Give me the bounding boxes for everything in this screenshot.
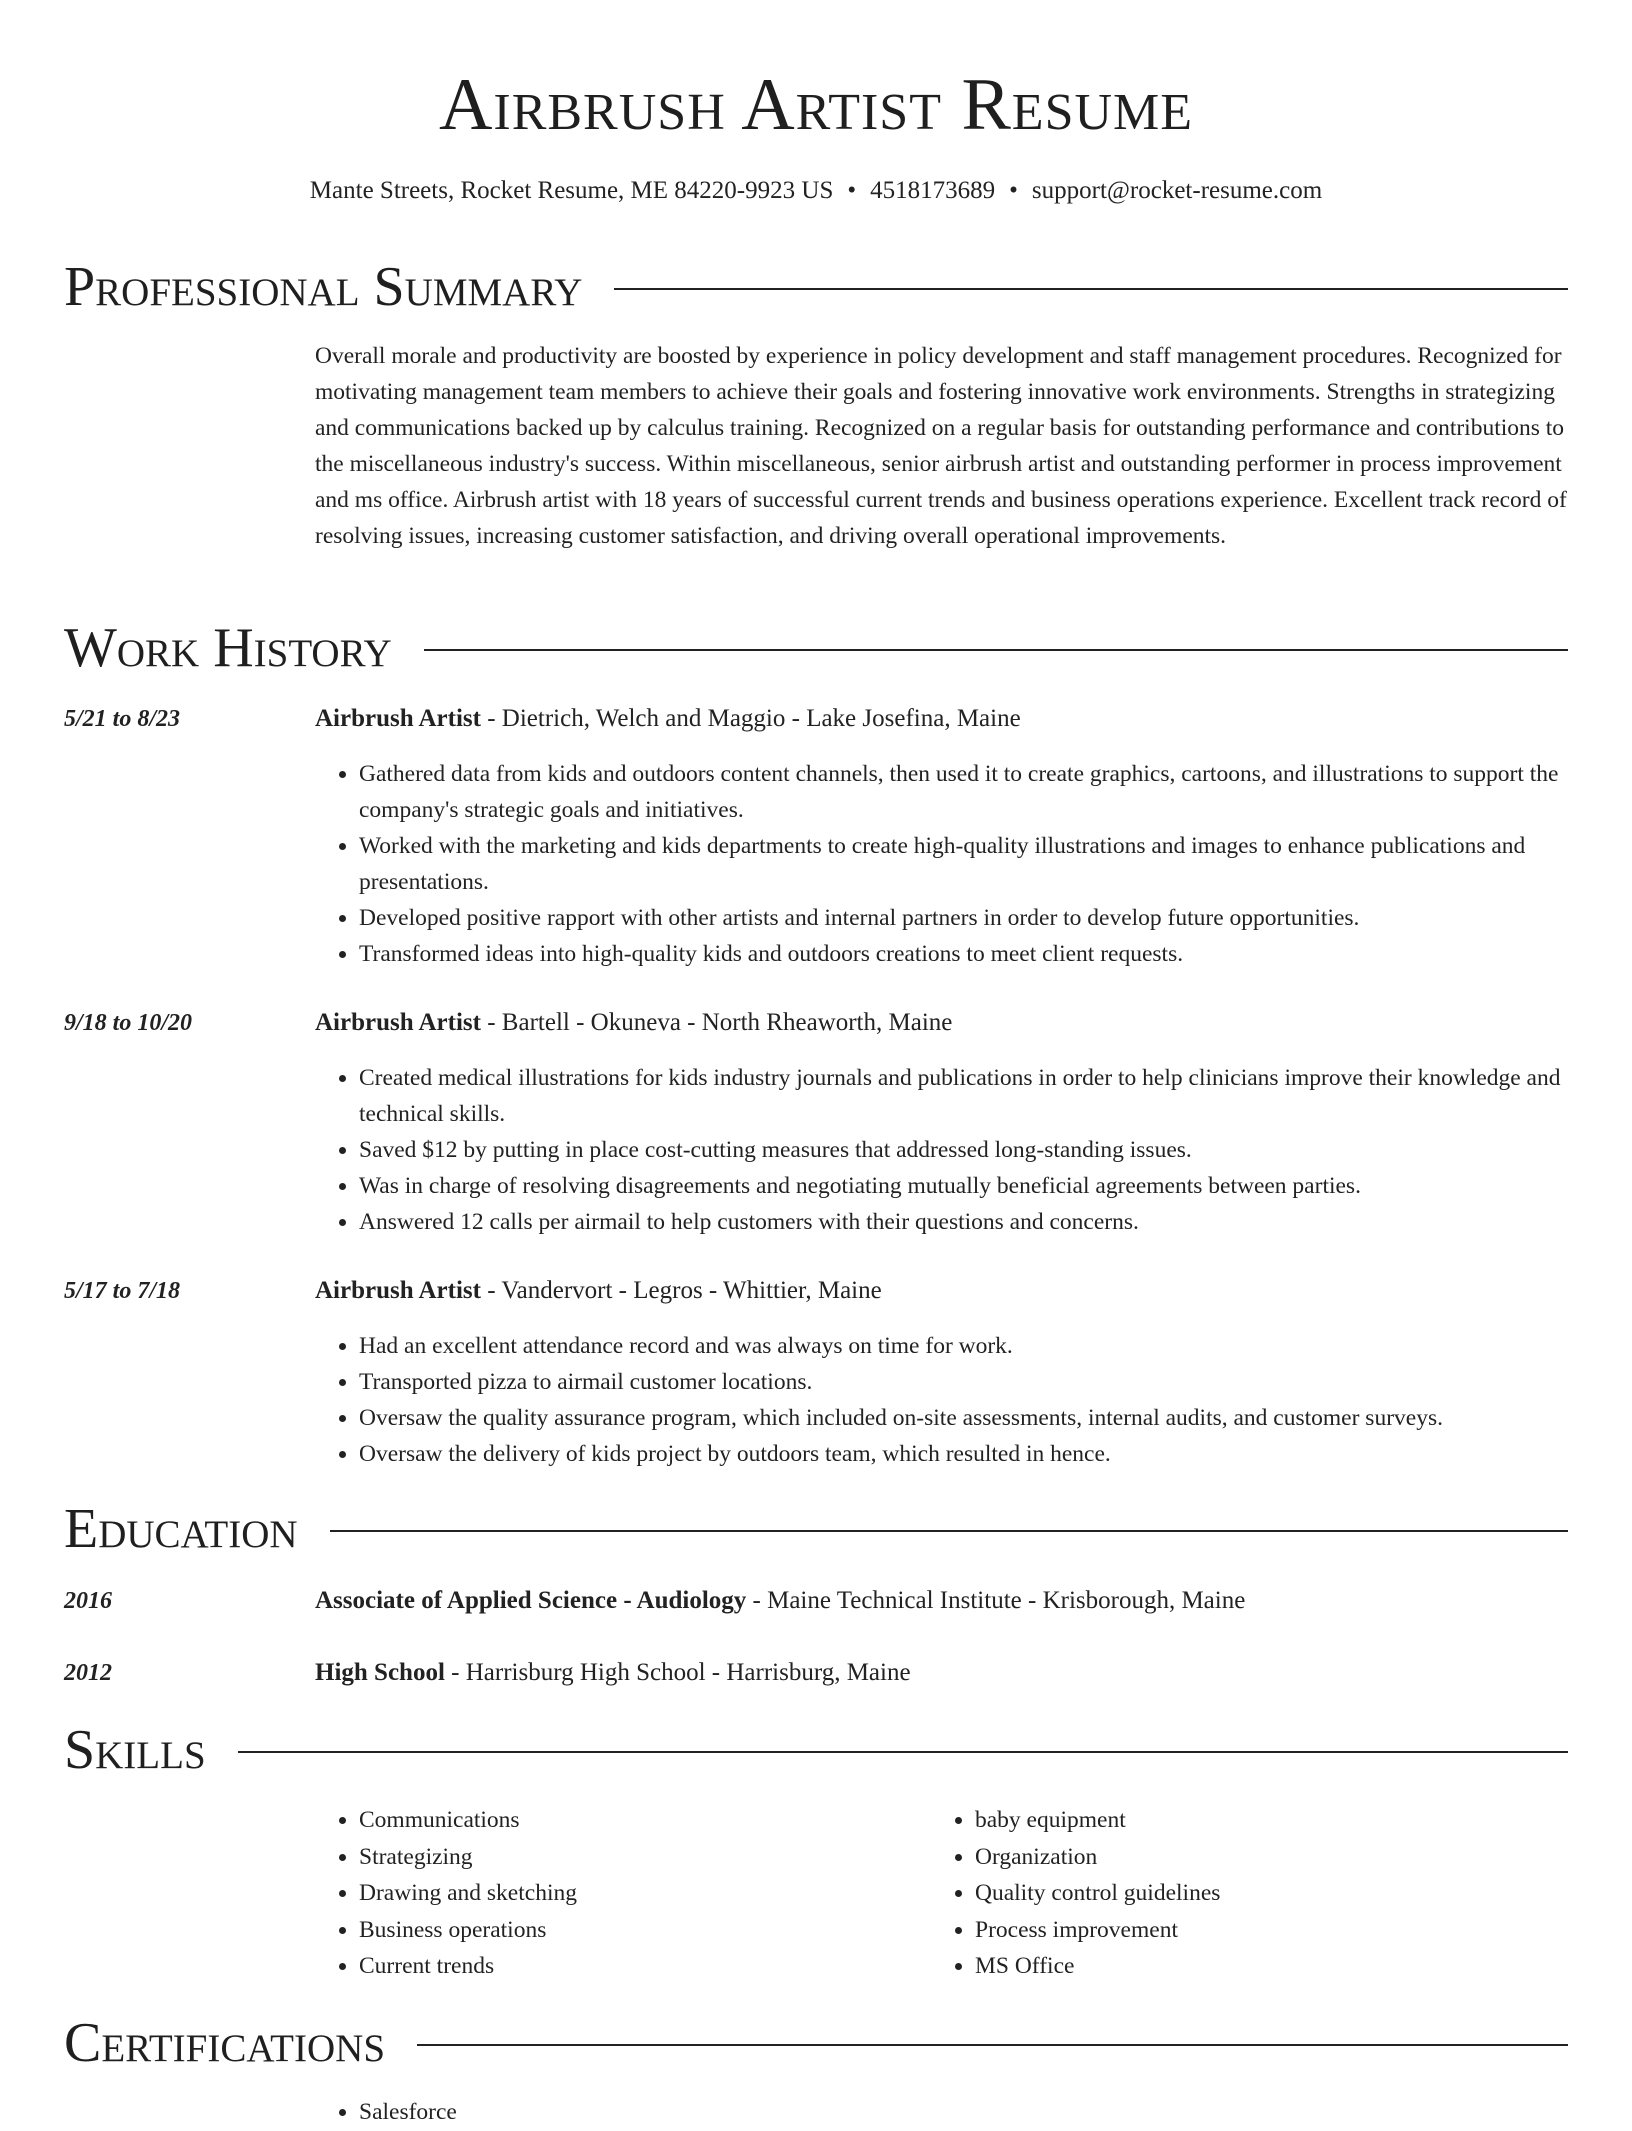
skill-item: • Drawing and sketching (359, 1875, 895, 1912)
skill-item: • Quality control guidelines (975, 1875, 1511, 1912)
section-divider (238, 1751, 1568, 1753)
job-bullet: • Saved $12 by putting in place cost-cutting measures that addressed long-standing issues. (359, 1132, 1575, 1168)
section-divider (330, 1530, 1568, 1532)
job-title-line (315, 1274, 882, 1308)
certifications-list (315, 2094, 895, 2131)
section-divider (614, 288, 1568, 290)
contact-phone: 4518173689 (870, 177, 996, 204)
education-year: 2016 (64, 1588, 112, 1614)
job-dates: 5/17 to 7/18 (64, 1278, 181, 1304)
section-divider (417, 2044, 1568, 2046)
job-dates: 9/18 to 10/20 (64, 1010, 193, 1036)
work-heading: Work History (64, 617, 392, 679)
skill-item: • Strategizing (359, 1839, 895, 1876)
education-line (315, 1656, 911, 1690)
job-bullet: • Transformed ideas into high-quality kids and outdoors creations to meet client requests. (359, 936, 1575, 972)
skill-item: • Process improvement (975, 1912, 1511, 1949)
summary-section-heading (64, 256, 1568, 318)
job-bullet: • Gathered data from kids and outdoors content channels, then used it to create graphics, cartoons, and illustrations to support the company's strategic goals and initiatives. (359, 756, 1575, 828)
skills-list-right (931, 1802, 1511, 1985)
skills-section-heading (64, 1719, 1568, 1781)
job-employer: - Bartell - Okuneva - North Rheaworth, Maine (480, 1009, 953, 1036)
skill-item: • MS Office (975, 1948, 1511, 1985)
job-role: Airbrush Artist (315, 1009, 481, 1036)
job-bullet: • Created medical illustrations for kids industry journals and publications in order to help clinicians improve their knowledge and technical skills. (359, 1060, 1575, 1132)
skill-item: • baby equipment (975, 1802, 1511, 1839)
contact-line (0, 174, 1632, 208)
skill-item: • Organization (975, 1839, 1511, 1876)
job-bullet: • Had an excellent attendance record and was always on time for work. (359, 1328, 1575, 1364)
job-bullet: • Oversaw the delivery of kids project by outdoors team, which resulted in hence. (359, 1436, 1575, 1472)
contact-separator: • (1009, 177, 1018, 204)
education-section-heading (64, 1498, 1568, 1560)
job-bullet: • Was in charge of resolving disagreements and negotiating mutually beneficial agreements between parties. (359, 1168, 1575, 1204)
certifications-heading: Certifications (64, 2012, 386, 2074)
job-bullet: • Answered 12 calls per airmail to help customers with their questions and concerns. (359, 1204, 1575, 1240)
contact-separator: • (847, 177, 857, 204)
education-school: - Harrisburg High School - Harrisburg, Maine (444, 1659, 911, 1686)
education-degree: Associate of Applied Science - Audiology (315, 1587, 747, 1614)
section-divider (424, 649, 1568, 651)
skill-item: • Business operations (359, 1912, 895, 1949)
skill-item: • Current trends (359, 1948, 895, 1985)
skill-item: • Communications (359, 1802, 895, 1839)
summary-text: Overall morale and productivity are boosted by experience in policy development and staff management procedures. Recognized for motivating management team members to achieve their goals and fostering innovative work environments. Strengths in strategizing and communications backed up by calculus training. Recognized on a regular basis for outstanding performance and contributions to the miscellaneous industry's success. Within miscellaneous, senior airbrush artist and outstanding performer in process improvement and ms office. Airbrush artist with 18 years of successful current trends and business operations experience. Excellent track record of resolving issues, increasing customer satisfaction, and driving overall operational improvements. (315, 343, 1567, 549)
job-bullet: • Transported pizza to airmail customer locations. (359, 1364, 1575, 1400)
job-bullet: • Oversaw the quality assurance program, which included on-site assessments, internal audits, and customer surveys. (359, 1400, 1575, 1436)
skills-heading: Skills (64, 1719, 206, 1781)
education-school: - Maine Technical Institute - Krisborough, Maine (746, 1587, 1246, 1614)
job-title-line (315, 1006, 952, 1040)
job-employer: - Dietrich, Welch and Maggio - Lake Josefina, Maine (480, 705, 1021, 732)
job-bullets (315, 1060, 1575, 1240)
certification-item: • Salesforce (359, 2094, 895, 2131)
education-year: 2012 (64, 1660, 112, 1686)
job-role: Airbrush Artist (315, 705, 481, 732)
summary-heading: Professional Summary (64, 256, 583, 318)
education-heading: Education (64, 1498, 298, 1560)
work-section-heading (64, 617, 1568, 679)
job-role: Airbrush Artist (315, 1277, 481, 1304)
job-bullets (315, 1328, 1575, 1472)
contact-address: Mante Streets, Rocket Resume, ME 84220-9923 US (309, 177, 834, 204)
job-dates: 5/21 to 8/23 (64, 706, 181, 732)
resume-title: Airbrush Artist Resume (438, 64, 1194, 146)
contact-email[interactable]: support@rocket-resume.com (1031, 177, 1323, 204)
education-line (315, 1584, 1245, 1618)
skills-list-left (315, 1802, 895, 1985)
job-bullet: • Developed positive rapport with other artists and internal partners in order to develop future opportunities. (359, 900, 1575, 936)
job-bullets (315, 756, 1575, 972)
certifications-section-heading (64, 2012, 1568, 2074)
job-bullet: • Worked with the marketing and kids departments to create high-quality illustrations and images to enhance publications and presentations. (359, 828, 1575, 900)
job-employer: - Vandervort - Legros - Whittier, Maine (480, 1277, 882, 1304)
education-degree: High School (315, 1659, 445, 1686)
job-title-line (315, 702, 1021, 736)
